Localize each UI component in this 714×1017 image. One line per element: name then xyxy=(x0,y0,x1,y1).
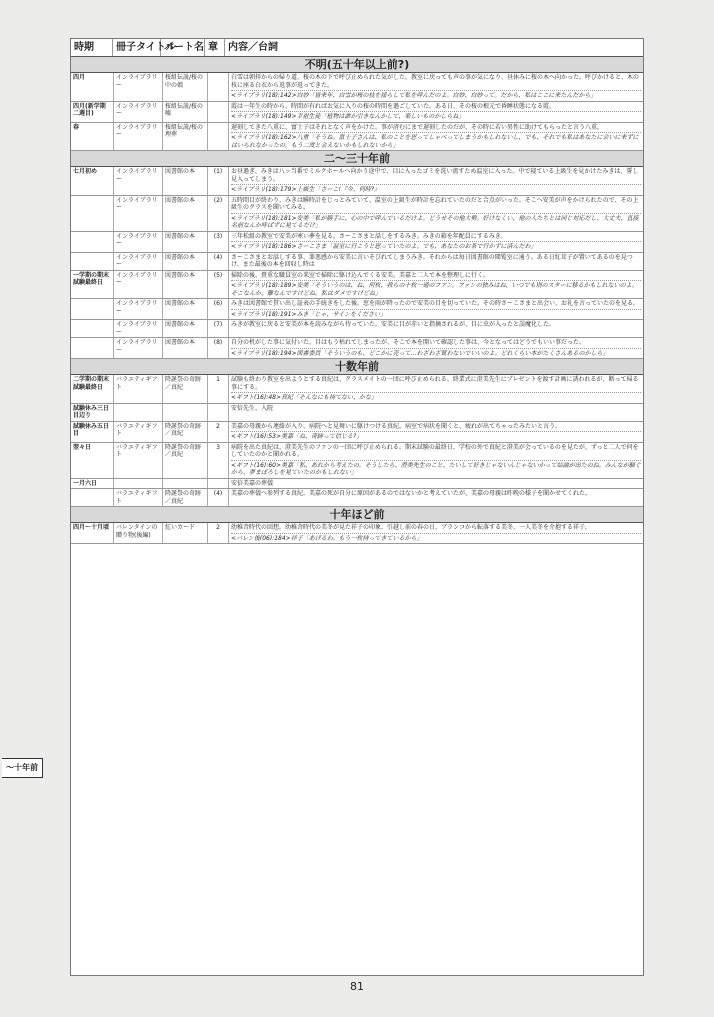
content-text: 安倍先生、入院 xyxy=(231,404,274,412)
era-heading: 十数年前 xyxy=(71,359,643,375)
period-cell: 七月初め xyxy=(71,167,114,195)
chapter-cell: (4) xyxy=(208,489,229,506)
table-row xyxy=(71,320,643,338)
period-cell xyxy=(71,320,114,337)
table-row xyxy=(71,443,643,479)
content-text: 美嘉の母親から連絡が入り、病院へと見舞いに駆けつける真紀。病室で病状を聞くと、疲れが出てちゃったみたいと言う。 xyxy=(231,422,562,430)
header-period: 時期 xyxy=(71,39,113,56)
table-row xyxy=(71,404,643,422)
quote-line: <ライブラリ(18):186>さーこさま「温室に行こうと思っていたのよ。でも、あなたのお茶で行かずに済んだわ」 xyxy=(231,241,641,251)
table-row xyxy=(71,232,643,253)
chapter-cell: (6) xyxy=(208,299,229,319)
period-cell xyxy=(71,299,114,319)
content-text: 五時間目が終わり、みきは瞬時計をじっとみていて、温室の上級生が時計を忘れていたのだと合点がいった。そこへ安美が声をかけられたので、その上級生のクラスを聞いてみる。 xyxy=(231,196,639,211)
chapter-cell: (4) xyxy=(208,253,229,270)
part-name-cell: 図書館の本 xyxy=(163,253,208,270)
period-cell: 一学期の期末試験最終日 xyxy=(71,271,114,299)
part-name-cell: 桜組伝説/桜の嘘 xyxy=(163,102,208,122)
part-name-cell: 図書館の本 xyxy=(163,299,208,319)
period-cell: 試験休み三日目辺り xyxy=(71,404,114,421)
content-cell xyxy=(229,489,643,506)
content-text: 白雪は朝拝からの帰り道、桜の木の下で呼び止められた気がした。教室に戻っても声の事が気になり、昼休みに桜の木へ向かった。呼びかけると、木の枝に座る白衣から返事が返ってきた。 xyxy=(231,74,640,89)
table-row xyxy=(71,489,643,507)
page-number: 81 xyxy=(350,980,364,993)
booklet-title-cell: インライブラリー xyxy=(114,253,163,270)
part-name-cell: 図書館の本 xyxy=(163,232,208,252)
table-row xyxy=(71,253,643,271)
period-side-tab: ～十年前 xyxy=(2,758,43,778)
content-cell xyxy=(229,196,643,231)
period-cell: 春 xyxy=(71,123,114,151)
part-name-cell: 図書館の本 xyxy=(163,271,208,299)
content-text: 病院を出た真紀は、澄美先生のファンの一団に呼び止められる。期末試験の最終日、学校の外で真紀と澄美が会っているのを見たが、ずっと二人で何をしていたのかと聞かれる。 xyxy=(231,443,639,458)
header-part: パート名 xyxy=(161,39,205,56)
content-text: さーこさまとお話しする事、罪悪感から安美に言いそびれてしまうみき。それからは毎日図書館の閲覧室に通う。ある日紅茸子が置いてあるのを見つけ、また最後の本を回収し時は xyxy=(231,253,633,268)
booklet-title-cell: インライブラリー xyxy=(114,102,163,122)
period-cell: 四月 xyxy=(71,73,114,101)
booklet-title-cell: バラエティギフト xyxy=(114,375,163,403)
table-row xyxy=(71,375,643,404)
booklet-title-cell: インライブラリー xyxy=(114,167,163,195)
quote-line: <ギフト(16):48>真紀「そんなにも持てない、かな」 xyxy=(231,392,641,402)
period-cell: 試験休み五日目 xyxy=(71,422,114,442)
period-cell xyxy=(71,489,114,506)
quote-line: <ライブラリ(18):142>白妙「皆来年、白雪が桜の枝を揺らして私を呼んだのよ。白妙、白妙って。だから、私はここに来たんだから」 xyxy=(231,90,641,100)
table-row xyxy=(71,73,643,102)
content-text: みきは図書館で貰い出し証表の手続きをした後、窓を雨が降ったので安美の目を切っていた。その時さーこさまと出会い、お礼を言っていたのを見る。 xyxy=(231,300,640,307)
header-content: 内容／台詞 xyxy=(228,42,278,53)
chapter-cell: (8) xyxy=(208,338,229,358)
table-row xyxy=(71,338,643,359)
chapter-cell xyxy=(208,479,229,489)
content-cell xyxy=(229,338,643,358)
part-name-cell: 図書館の本 xyxy=(163,338,208,358)
booklet-title-cell: インライブラリー xyxy=(114,123,163,151)
period-cell: 四月(新学期二週目) xyxy=(71,102,114,122)
chapter-cell: 1 xyxy=(208,375,229,403)
quote-line: <ライブラリ(18):149>幸祖生徒「植物は誰か引きなんかして、楽しいものかしらね」 xyxy=(231,111,641,121)
header-title: 冊子タイトル xyxy=(113,39,161,56)
content-text: みきが教室に戻ると安美が本を読みながら待っていた。安美に目が赤いと指摘されるが、目に虫が入ったと誤魔化した。 xyxy=(231,321,556,328)
chapter-cell xyxy=(208,73,229,101)
chapter-cell xyxy=(208,404,229,421)
booklet-title-cell: インライブラリー xyxy=(114,73,163,101)
content-cell xyxy=(229,167,643,195)
content-text: 霞は一年生の時から、時間が有ればお気に入りの桜の時間を過ごしていた。ある日、その桜の根元で昏睡状態になる霞。 xyxy=(231,102,556,110)
content-text: 三年松組の教室で安美が寒い夢を見る。さーこさまと話しをするみき。みきの箱を年配員にするみき。 xyxy=(231,232,507,240)
period-cell xyxy=(71,196,114,231)
header-chapter: 章 xyxy=(205,39,225,56)
chapter-cell: 2 xyxy=(208,523,229,543)
booklet-title-cell: バレンタインの贈り物(後編) xyxy=(114,523,163,543)
part-name-cell: 降誕祭の奇跡／真紀 xyxy=(163,422,208,442)
quote-line: <バレン後(06):184>祥子「あげるわ。もう一枚持ってきているから」 xyxy=(231,533,641,543)
quote-line: <ギフト(16):60>美嘉「私、あれから考えたの。そうしたら、澄美先生のこと、たいして好きじゃないんじゃないかって結論が出たのね。みんなが騒ぐから、夢まぼろしを見ていたのかもしれない」 xyxy=(231,461,641,476)
content-text: 美嘉の葬儀へ参列する真紀。美嘉の死が自分に原因があるのではないかと考えていたが、美嘉の母親は昨晩の様子を聞かせてくれた。 xyxy=(231,490,592,497)
period-cell: 二学期の期末試験最終日 xyxy=(71,375,114,403)
table-row xyxy=(71,299,643,320)
quote-line: <ライブラリ(18):181>安美「私が勝手に、心の中で呼んでいるだけよ。どうせその他大勢。好けなくい、他の人たちとは同じ対応だし、大丈夫、直接名前なんか呼ばずに見てるだけ」 xyxy=(231,213,641,230)
booklet-title-cell: インライブラリー xyxy=(114,196,163,231)
era-heading: 十年ほど前 xyxy=(71,507,643,523)
content-cell xyxy=(229,102,643,122)
part-name-cell: 図書館の本 xyxy=(163,320,208,337)
quote-line: <ライブラリ(18):179>上級生「さーこ!『今、何時?』 xyxy=(231,184,641,194)
table-header xyxy=(71,39,643,57)
quote-line: <ライブラリ(18):162>八重「そうね。富士子さんは、私のことを思ってしゃべってしまうかもしれないし、でも、それでも私はあなたに会いに来ずにはいられなかったの。もう二度と会えないかもしれないから」 xyxy=(231,132,641,149)
table-row xyxy=(71,479,643,490)
booklet-title-cell: インライブラリー xyxy=(114,320,163,337)
chapter-cell: (5) xyxy=(208,271,229,299)
part-name-cell: 図書館の本 xyxy=(163,167,208,195)
quote-line: <ギフト(16):53>美嘉「ね、奇跡って信じる?」 xyxy=(231,431,641,441)
content-text: 安倍美嘉の葬儀 xyxy=(231,479,274,487)
content-cell xyxy=(229,404,643,421)
quote-line: <ライブラリ(18):189>安美「そういうのは、ね、何枚、我らの十枚一通のフアン。ファンの独みはね、いつでも別のスターに移るかもしれないのよ。そこなんか、難なんですけどね。私はダメですけどね」 xyxy=(231,280,641,297)
booklet-title-cell: バラエティギフト xyxy=(114,489,163,506)
chapter-cell: (3) xyxy=(208,232,229,252)
chapter-cell xyxy=(208,102,229,122)
content-text: 試験も終わり教室を出ようとする真紀は、クラスメイトの一団に呼び止められる。終業式に澄美先生にプレゼントを渡す計画に誘われるが、断って帰る事にする。 xyxy=(231,376,639,391)
table-row xyxy=(71,102,643,123)
chapter-cell: (7) xyxy=(208,320,229,337)
chapter-cell: (1) xyxy=(208,167,229,195)
part-name-cell: 紅いカード xyxy=(163,523,208,543)
part-name-cell: 図書館の本 xyxy=(163,196,208,231)
quote-line: <ライブラリ(18):194>図書委員「そういうのも、どこかに売って…わざわざ買わないでいいのよ。どれくらい本がたくさんあるのかしら」 xyxy=(231,348,641,358)
era-heading: 二～三十年前 xyxy=(71,151,643,167)
period-cell: 一月六日 xyxy=(71,479,114,489)
part-name-cell: 桜組伝説/桜の埋葬 xyxy=(163,123,208,151)
booklet-title-cell: インライブラリー xyxy=(114,271,163,299)
part-name-cell xyxy=(163,404,208,421)
period-cell xyxy=(71,232,114,252)
content-cell xyxy=(229,375,643,403)
content-cell xyxy=(229,232,643,252)
chapter-cell xyxy=(208,123,229,151)
timeline-table xyxy=(70,38,644,976)
booklet-title-cell: バラエティギフト xyxy=(114,422,163,442)
content-cell xyxy=(229,73,643,101)
booklet-title-cell: インライブラリー xyxy=(114,232,163,252)
table-row xyxy=(71,523,643,544)
chapter-cell: (2) xyxy=(208,196,229,231)
part-name-cell: 降誕祭の奇跡／真紀 xyxy=(163,489,208,506)
table-row xyxy=(71,167,643,196)
content-cell xyxy=(229,271,643,299)
content-text: 自分の机がした事に気付いた。目はもう枯れてしまったが、そこで本を開いて確認した事は、今となってはどうでもいい事だった。 xyxy=(231,339,586,346)
content-text: 遅刻してきた八重に、富士子はそれとなく声をかけた。事が済むにまで遅刻したのだが、その時に若い男性に助けてもらったと言う八重。 xyxy=(231,123,604,131)
part-name-cell: 降誕祭の奇跡／真紀 xyxy=(163,443,208,478)
content-cell xyxy=(229,479,643,489)
content-cell xyxy=(229,523,643,543)
chapter-cell: 3 xyxy=(208,443,229,478)
table-row xyxy=(71,271,643,300)
content-text: 掃除の後、貴重な職員室の来室で掃除に駆け込んでくる安美。美嘉と二人で本を整理しに行く。 xyxy=(231,271,489,279)
content-cell xyxy=(229,299,643,319)
part-name-cell xyxy=(163,479,208,489)
booklet-title-cell: インライブラリー xyxy=(114,338,163,358)
content-cell xyxy=(229,320,643,337)
table-row xyxy=(71,196,643,232)
era-heading: 不明(五十年以上前?) xyxy=(71,57,643,73)
content-cell xyxy=(229,253,643,270)
table-body xyxy=(71,57,643,544)
content-cell xyxy=(229,422,643,442)
table-row xyxy=(71,123,643,152)
period-cell xyxy=(71,253,114,270)
period-cell: 四月～十月頃 xyxy=(71,523,114,543)
chapter-cell: 2 xyxy=(208,422,229,442)
part-name-cell: 桜組伝説/桜の中の娘 xyxy=(163,73,208,101)
content-text: 幼稚舎時代の回想。幼稚舎時代の美冬が見た祥子の印象。引越し前の春の日、ブランコから転落する美冬、一人美冬を介抱する祥子。 xyxy=(231,524,592,531)
booklet-title-cell xyxy=(114,479,163,489)
booklet-title-cell: インライブラリー xyxy=(114,299,163,319)
period-cell xyxy=(71,338,114,358)
part-name-cell: 降誕祭の奇跡／真紀 xyxy=(163,375,208,403)
booklet-title-cell: バラエティギフト xyxy=(114,443,163,478)
quote-line: <ライブラリ(18):191>みき「じゃ、サインをください」 xyxy=(231,309,641,319)
table-row xyxy=(71,422,643,443)
booklet-title-cell xyxy=(114,404,163,421)
content-text: お昼過ぎ、みきは八ッ当番でミルクホールへ向かう途中で、目に入ったゴミを洗い流すため温室に入った。中で寝ている上級生を見かけたみきは、誓し見入ってしまう。 xyxy=(231,168,639,183)
content-cell xyxy=(229,123,643,151)
period-cell: 翌々日 xyxy=(71,443,114,478)
content-cell xyxy=(229,443,643,478)
